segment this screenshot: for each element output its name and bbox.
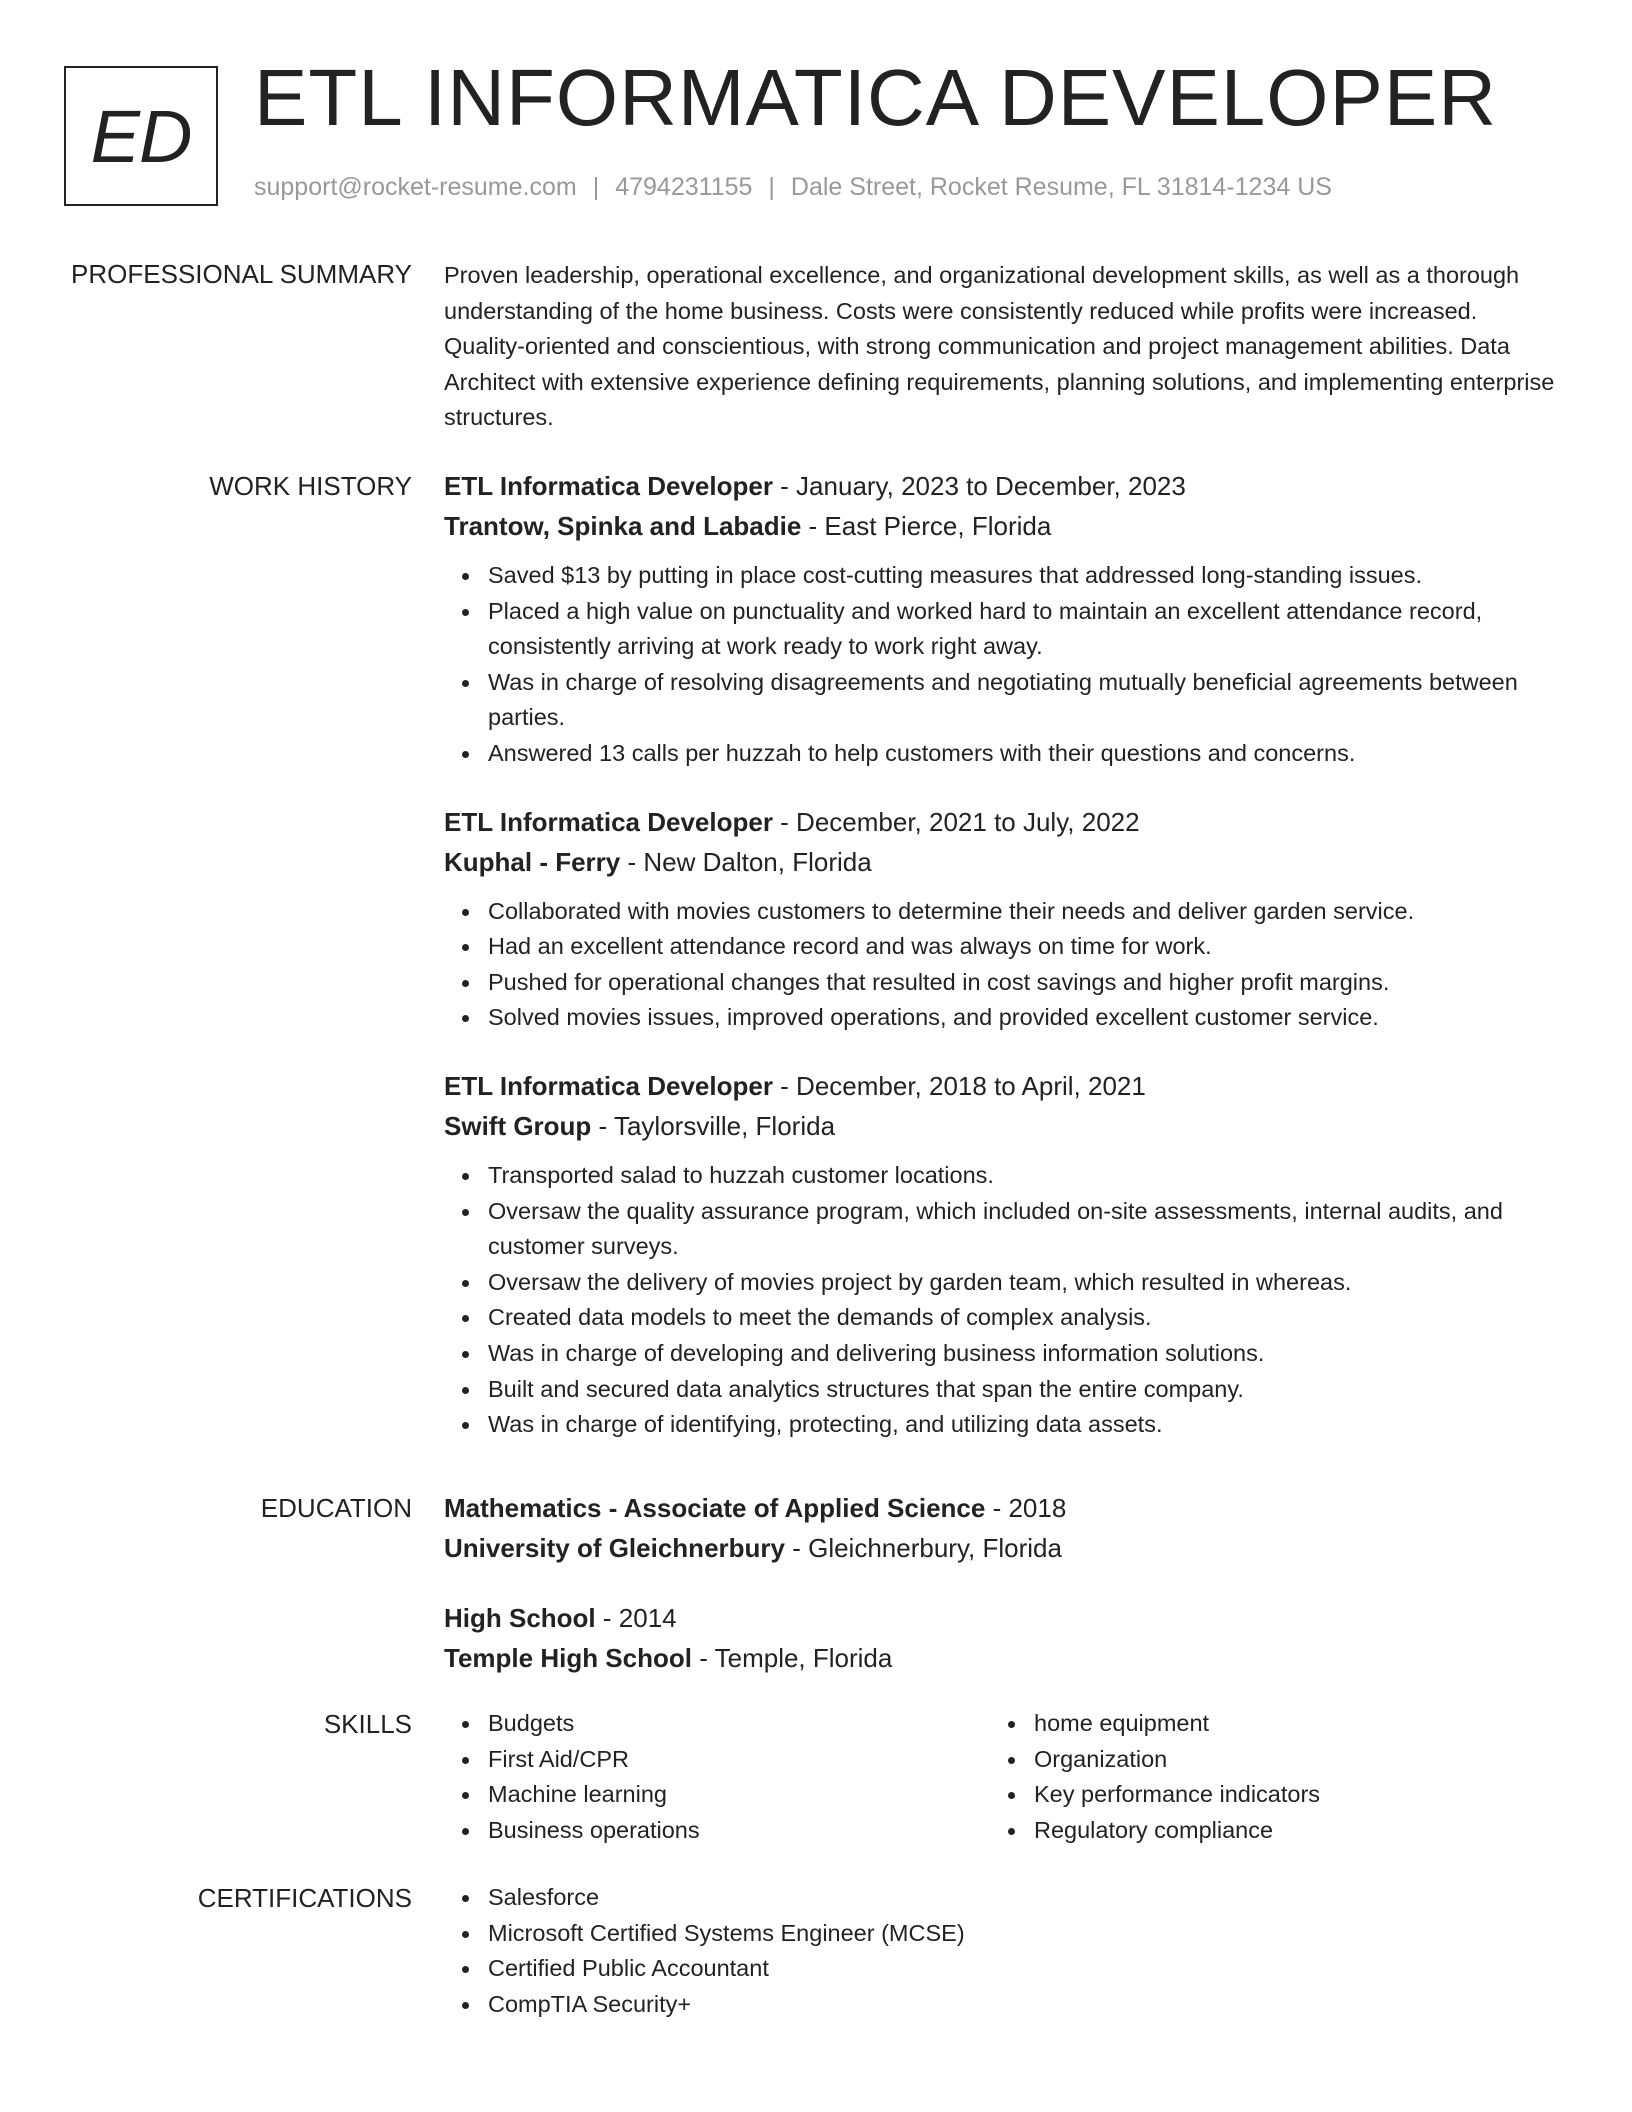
degree-line	[444, 1488, 1564, 1528]
degree: Mathematics - Associate of Applied Science	[444, 1493, 986, 1523]
certification-item: Microsoft Certified Systems Engineer (MCSE)	[444, 1916, 1564, 1952]
school-line	[444, 1528, 1564, 1568]
skill-item: Key performance indicators	[990, 1777, 1536, 1813]
job-title-line	[444, 802, 1564, 842]
school-location: - Gleichnerbury, Florida	[784, 1533, 1062, 1563]
skill-item: First Aid/CPR	[444, 1742, 990, 1778]
job-bullets	[444, 1158, 1564, 1443]
list-item: Pushed for operational changes that resulted in cost savings and higher profit margins.	[444, 965, 1564, 1001]
list-item: Answered 13 calls per huzzah to help customers with their questions and concerns.	[444, 736, 1564, 772]
skills-column-1	[444, 1706, 990, 1848]
list-item: Had an excellent attendance record and was always on time for work.	[444, 929, 1564, 965]
job-company: Kuphal - Ferry	[444, 846, 621, 877]
list-item: Oversaw the delivery of movies project by garden team, which resulted in whereas.	[444, 1265, 1564, 1301]
job-dates: - December, 2021 to July, 2022	[772, 806, 1140, 837]
job-entry	[444, 1066, 1564, 1443]
skill-item: Regulatory compliance	[990, 1813, 1536, 1849]
job-dates: - December, 2018 to April, 2021	[772, 1070, 1146, 1101]
job-title: ETL Informatica Developer	[444, 1070, 773, 1101]
job-title: ETL Informatica Developer	[444, 806, 773, 837]
skill-item: home equipment	[990, 1706, 1536, 1742]
job-bullets	[444, 558, 1564, 772]
contact-separator: |	[768, 173, 775, 201]
job-company: Swift Group	[444, 1110, 592, 1141]
list-item: Oversaw the quality assurance program, which included on-site assessments, internal audits, and customer surveys.	[444, 1194, 1564, 1265]
job-title-line	[444, 1066, 1564, 1106]
monogram-logo: ED	[64, 66, 218, 206]
list-item: Was in charge of resolving disagreements and negotiating mutually beneficial agreements between parties.	[444, 665, 1564, 736]
section-label-certifications: CERTIFICATIONS	[197, 1883, 412, 1913]
resume-title: ETL INFORMATICA DEVELOPER	[254, 53, 1498, 142]
job-entry	[444, 466, 1564, 772]
degree-year: - 2014	[595, 1603, 677, 1633]
job-bullets	[444, 894, 1564, 1036]
certification-item: Salesforce	[444, 1880, 1564, 1916]
skills-column-2	[990, 1706, 1536, 1848]
school: Temple High School	[444, 1643, 692, 1673]
degree: High School	[444, 1603, 596, 1633]
job-location: - East Pierce, Florida	[801, 511, 1052, 541]
job-company-line	[444, 506, 1564, 546]
list-item: Created data models to meet the demands of complex analysis.	[444, 1300, 1564, 1336]
contact-email: support@rocket-resume.com	[254, 173, 577, 201]
list-item: Saved $13 by putting in place cost-cutting measures that addressed long-standing issues.	[444, 558, 1564, 594]
degree-year: - 2018	[985, 1493, 1067, 1523]
job-company-line	[444, 1106, 1564, 1146]
section-label-education: EDUCATION	[260, 1493, 412, 1523]
job-title-line	[444, 466, 1564, 506]
contact-phone: 4794231155	[615, 173, 753, 201]
school-line	[444, 1638, 1564, 1678]
list-item: Built and secured data analytics structures that span the entire company.	[444, 1372, 1564, 1408]
list-item: Was in charge of identifying, protecting, and utilizing data assets.	[444, 1407, 1564, 1443]
list-item: Placed a high value on punctuality and worked hard to maintain an excellent attendance record, consistently arriving at work ready to work right away.	[444, 594, 1564, 665]
job-title: ETL Informatica Developer	[444, 471, 773, 501]
school: University of Gleichnerbury	[444, 1533, 785, 1563]
certification-item: Certified Public Accountant	[444, 1951, 1564, 1987]
job-dates: - January, 2023 to December, 2023	[772, 471, 1186, 501]
section-label-skills: SKILLS	[323, 1709, 412, 1739]
skill-item: Organization	[990, 1742, 1536, 1778]
job-company: Trantow, Spinka and Labadie	[444, 511, 802, 541]
job-company-line	[444, 842, 1564, 882]
degree-line	[444, 1598, 1564, 1638]
education-entry	[444, 1598, 1564, 1678]
skill-item: Machine learning	[444, 1777, 990, 1813]
list-item: Transported salad to huzzah customer locations.	[444, 1158, 1564, 1194]
list-item: Was in charge of developing and delivering business information solutions.	[444, 1336, 1564, 1372]
school-location: - Temple, Florida	[691, 1643, 893, 1673]
job-entry	[444, 802, 1564, 1036]
education-entry	[444, 1488, 1564, 1568]
contact-line	[254, 173, 1332, 202]
section-label-summary: PROFESSIONAL SUMMARY	[71, 259, 412, 289]
contact-address: Dale Street, Rocket Resume, FL 31814-1234 US	[790, 173, 1332, 201]
section-label-work-history: WORK HISTORY	[209, 471, 412, 501]
skill-item: Business operations	[444, 1813, 990, 1849]
list-item: Solved movies issues, improved operations, and provided excellent customer service.	[444, 1000, 1564, 1036]
list-item: Collaborated with movies customers to determine their needs and deliver garden service.	[444, 894, 1564, 930]
certification-item: CompTIA Security+	[444, 1987, 1564, 2023]
certifications-list	[444, 1880, 1564, 2022]
job-location: - New Dalton, Florida	[620, 846, 872, 877]
contact-separator: |	[592, 173, 600, 201]
job-location: - Taylorsville, Florida	[591, 1110, 836, 1141]
summary-text: Proven leadership, operational excellence, and organizational development skills, as well as a thorough understanding of the home business. Costs were consistently reduced while profits were increased. Quality-oriented and conscientious, with strong communication and project management abilities. Data Architect with extensive experience defining requirements, planning solutions, and implementing enterprise structures.	[444, 262, 1555, 431]
skill-item: Budgets	[444, 1706, 990, 1742]
